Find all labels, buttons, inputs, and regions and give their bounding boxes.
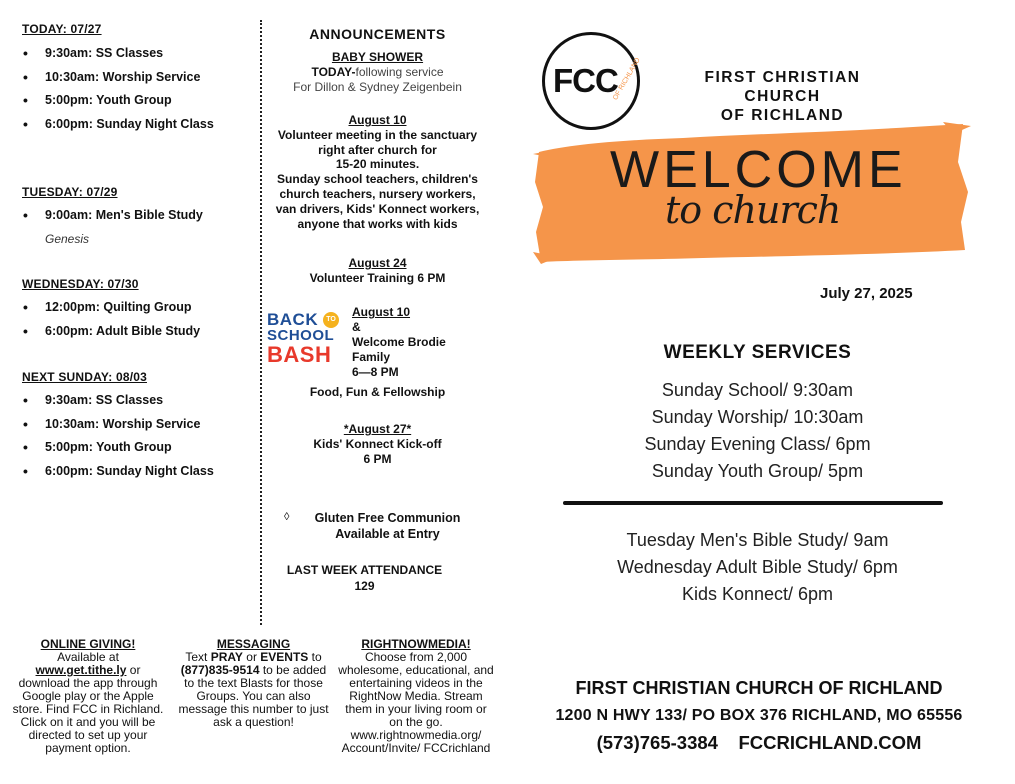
list-item: • 6:00pm: Adult Bible Study (22, 320, 200, 344)
welcome-heading: WELCOME (610, 141, 907, 199)
tuesday-heading: TUESDAY: 07/29 (22, 185, 118, 199)
list-item: • 5:00pm: Youth Group (22, 436, 214, 460)
bash-tagline: Food, Fun & Fellowship (309, 385, 446, 399)
bash-line: & (352, 320, 361, 334)
attendance-label: LAST WEEK ATTENDANCE (286, 563, 443, 577)
tuesday-list (22, 204, 203, 228)
logo-bash: BASH (267, 342, 332, 367)
church-name-line1: FIRST CHRISTIAN CHURCH (704, 69, 861, 105)
next-sunday-list (22, 389, 214, 483)
bash-details (352, 305, 446, 380)
bulletin-date: July 27, 2025 (820, 285, 913, 302)
baby-shower-line2: For Dillon & Sydney Zeigenbein (293, 80, 462, 94)
list-item: • 9:30am: SS Classes (22, 42, 214, 66)
today-label: TODAY- (311, 65, 356, 79)
church-name-line2: OF RICHLAND (720, 107, 845, 124)
giving-link[interactable]: www.get.tithe.ly (35, 663, 127, 677)
service-line: Sunday Evening Class/ 6pm (644, 434, 871, 454)
messaging-pray: PRAY (210, 650, 243, 664)
weekly-services-title: WEEKLY SERVICES (663, 342, 852, 363)
dotted-divider (260, 20, 262, 625)
communion-line2: Available at Entry (335, 527, 440, 541)
service-line: Sunday Worship/ 10:30am (651, 407, 864, 427)
rightnow-heading: RIGHTNOWMEDIA! (361, 637, 471, 651)
messaging-t2: or (242, 650, 261, 664)
church-name-header (665, 68, 900, 125)
bash-line: 6—8 PM (352, 365, 399, 379)
bash-line: Welcome Brodie (352, 335, 446, 349)
bash-line: Family (352, 350, 391, 364)
volunteer-line: van drivers, Kids' Konnect workers, (275, 201, 480, 216)
contact-phone-website[interactable]: (573)765-3384 FCCRICHLAND.COM (596, 732, 922, 753)
volunteer-line: anyone that works with kids (297, 216, 458, 231)
messaging-t4: to be added to the text Blasts for those Groups. You can also message this number to just ask a question! (178, 663, 329, 729)
baby-shower-line1 (265, 65, 490, 80)
services-divider (563, 501, 943, 505)
list-item: • 5:00pm: Youth Group (22, 89, 214, 113)
messaging-events: EVENTS (260, 650, 309, 664)
baby-shower-heading: BABY SHOWER (331, 50, 424, 64)
service-line: Sunday Youth Group/ 5pm (651, 461, 864, 481)
volunteer-training-block (265, 256, 490, 286)
announcements-title: ANNOUNCEMENTS (309, 26, 446, 42)
volunteer-meeting-block (265, 113, 490, 231)
today-heading: TODAY: 07/27 (22, 22, 102, 36)
service-line: Wednesday Adult Bible Study/ 6pm (617, 557, 898, 577)
kickoff-line2: 6 PM (363, 452, 392, 466)
giving-line1: Available at (57, 650, 119, 664)
fcc-logo-text: FCC (553, 62, 618, 99)
online-giving-block (12, 638, 164, 755)
list-item: • 10:30am: Worship Service (22, 413, 214, 437)
rightnow-block (337, 638, 495, 755)
logo-back: BACK (267, 310, 319, 329)
giving-heading: ONLINE GIVING! (40, 637, 136, 651)
kickoff-heading: *August 27* (343, 422, 412, 436)
volunteer-line: church teachers, nursery workers, (279, 186, 476, 201)
service-line: Kids Konnect/ 6pm (681, 584, 834, 604)
baby-shower-block (265, 50, 490, 95)
next-sunday-heading: NEXT SUNDAY: 08/03 (22, 370, 147, 384)
list-item: • 9:30am: SS Classes (22, 389, 214, 413)
volunteer-line: Volunteer meeting in the sanctuary (277, 127, 478, 142)
kickoff-block (265, 422, 490, 467)
list-item: • 9:00am: Men's Bible Study (22, 204, 203, 228)
volunteer-training-text: Volunteer Training 6 PM (309, 271, 446, 285)
tuesday-note: Genesis (45, 232, 90, 246)
list-item: • 12:00pm: Quilting Group (22, 296, 200, 320)
service-line: Tuesday Men's Bible Study/ 9am (626, 530, 889, 550)
baby-shower-line1-rest: following service (355, 65, 444, 79)
volunteer-line: Sunday school teachers, children's (277, 172, 478, 187)
list-item: • 6:00pm: Sunday Night Class (22, 460, 214, 484)
contact-address: 1200 N HWY 133/ PO BOX 376 RICHLAND, MO 65556 (555, 707, 963, 724)
communion-line1: Gluten Free Communion (314, 511, 461, 525)
volunteer-line: right after church for (318, 142, 437, 157)
wednesday-heading: WEDNESDAY: 07/30 (22, 277, 139, 291)
volunteer-line: 15-20 minutes. (335, 157, 420, 172)
communion-block (275, 510, 500, 542)
messaging-t1: Text (185, 650, 211, 664)
volunteer-meeting-heading: August 10 (348, 113, 407, 127)
list-item: • 6:00pm: Sunday Night Class (22, 113, 214, 137)
attendance-block (252, 562, 477, 594)
messaging-heading: MESSAGING (216, 637, 291, 651)
rightnow-text: Choose from 2,000 wholesome, educational, and entertaining videos in the RightNow Media. Stream them in your living room or on the go. www.rightnowmedia.org/ Account/Invite/ FCCrichland (338, 650, 494, 755)
messaging-block (176, 638, 331, 729)
bash-heading: August 10 (352, 305, 411, 319)
giving-text: or download the app through Google play or the Apple store. Find FCC in Richland. Click on it and you will be directed to set up your payment option. (12, 663, 164, 755)
today-list (22, 42, 214, 136)
logo-school: SCHOOL (267, 327, 335, 344)
volunteer-training-heading: August 24 (348, 256, 407, 270)
contact-church-name: FIRST CHRISTIAN CHURCH OF RICHLAND (575, 678, 943, 698)
list-item: • 10:30am: Worship Service (22, 66, 214, 90)
logo-to-badge: TO (323, 312, 339, 328)
attendance-value: 129 (354, 579, 375, 593)
fcc-logo-subtext: OF RICHLAND (612, 56, 642, 102)
kickoff-line1: Kids' Konnect Kick-off (313, 437, 442, 451)
back-to-school-bash-logo (267, 310, 347, 368)
messaging-t3: to (308, 650, 322, 664)
messaging-phone: (877)835-9514 (180, 663, 260, 677)
wednesday-list (22, 296, 200, 343)
to-church-script: to church (665, 188, 841, 232)
service-line: Sunday School/ 9:30am (661, 380, 854, 400)
diamond-bullet-icon: ◊ (284, 511, 290, 523)
